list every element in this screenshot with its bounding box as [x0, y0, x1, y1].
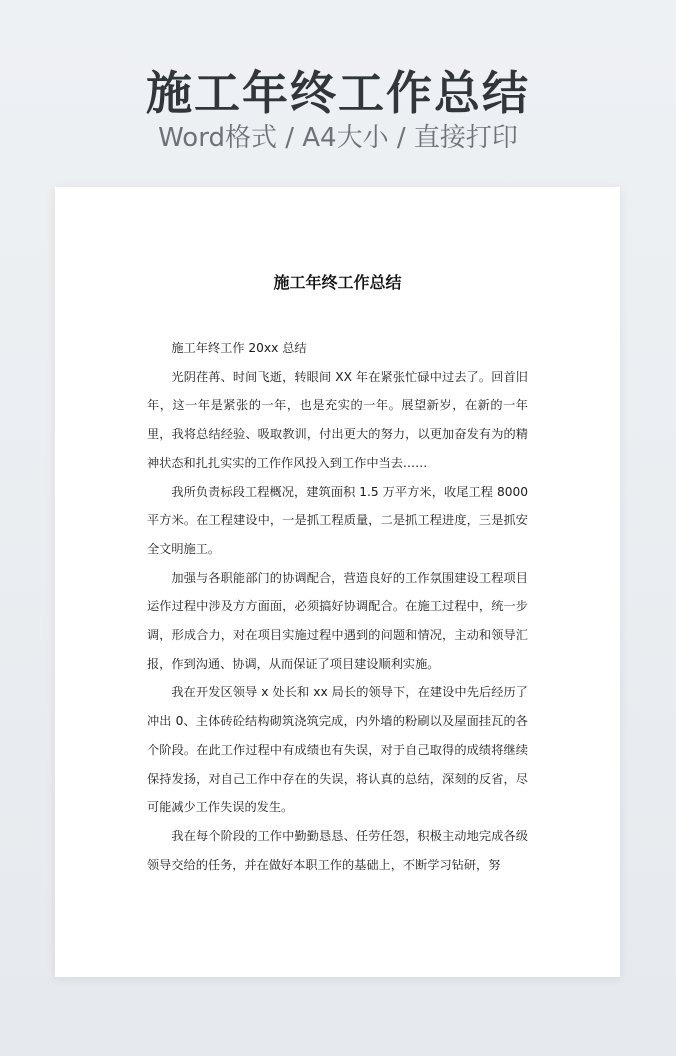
banner-title: 施工年终工作总结 — [146, 66, 530, 120]
paragraph-heading: 施工年终工作 20xx 总结 — [171, 341, 307, 355]
document-body — [147, 334, 528, 879]
paragraph: 我所负责标段工程概况，建筑面积 1.5 万平方米，收尾工程 8000 平方米。在工程建设中，一是抓工程质量，二是抓工程进度，三是抓安全文明施工。 — [147, 484, 528, 556]
paragraph: 加强与各职能部门的协调配合，营造良好的工作氛围建设工程项目运作过程中涉及方方面面，必须搞好协调配合。在施工过程中，统一步调，形成合力，对在项目实施过程中遇到的问题和情况，主动和领导汇报，作到沟通、协调，从而保证了项目建设顺利实施。 — [147, 570, 528, 671]
paragraph: 我在开发区领导 x 处长和 xx 局长的领导下，在建设中先后经历了冲出 0、主体砖砼结构砌筑浇筑完成，内外墙的粉刷以及屋面挂瓦的各个阶段。在此工作过程中有成绩也有失误，对于自己取得的成绩将继续保持发扬，对自己工作中存在的失误，将认真的总结，深刻的反省，尽可能减少工作失误的发生。 — [147, 685, 528, 815]
paragraph: 我在每个阶段的工作中勤勤恳恳、任劳任怨，积极主动地完成各级领导交给的任务，并在做好本职工作的基础上，不断学习钻研，努 — [147, 828, 528, 872]
banner-subtitle: Word格式 / A4大小 / 直接打印 — [158, 123, 518, 153]
document-title: 施工年终工作总结 — [273, 273, 402, 292]
paragraph: 光阴荏苒、时间飞逝，转眼间 XX 年在紧张忙碌中过去了。回首旧年，这一年是紧张的一年，也是充实的一年。展望新岁，在新的一年里，我将总结经验、吸取教训，付出更大的努力，以更加奋发有为的精神状态和扎扎实实的工作作风投入到工作中当去…… — [147, 369, 528, 470]
document-page — [55, 187, 620, 977]
